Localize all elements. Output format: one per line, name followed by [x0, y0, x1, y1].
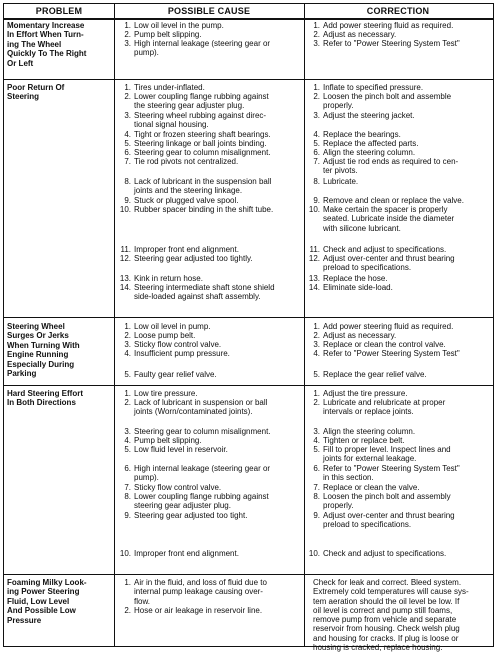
- row-divider: [4, 317, 493, 318]
- correction-paragraph: Check for leak and correct. Bleed system. Extremely cold temperatures will cause sys- tem aeration should the oil level be low. If oil level is correct and pump still foams, remove pump from vehicle and separate reservoir from housing. Check welsh plug and housing for cracks. If plug is loose or housing is cracked, replace housing.: [313, 578, 469, 652]
- row-divider: [4, 574, 493, 575]
- row-divider: [4, 385, 493, 386]
- problem-poor-return: Poor Return Of Steering: [7, 83, 65, 102]
- header-divider: [4, 18, 493, 20]
- problem-hard-steering: Hard Steering Effort In Both Directions: [7, 389, 84, 408]
- header-problem: PROBLEM: [35, 6, 83, 16]
- header-correction: CORRECTION: [366, 6, 430, 16]
- column-divider: [114, 4, 115, 646]
- problem-foaming-fluid: Foaming Milky Look- ing Power Steering Fluid, Low Level And Possible Low Pressure: [7, 578, 87, 625]
- problem-steering-surges: Steering Wheel Surges Or Jerks When Turning With Engine Running Especially During Parking: [7, 322, 80, 379]
- row-divider: [4, 79, 493, 80]
- problem-momentary-increase: Momentary Increase In Effort When Turn- ing The Wheel Quickly To The Right Or Left: [7, 21, 87, 68]
- header-possible-cause: POSSIBLE CAUSE: [167, 6, 251, 16]
- column-divider: [304, 4, 305, 646]
- troubleshooting-table: PROBLEM POSSIBLE CAUSE CORRECTION Momentary Increase In Effort When Turn- ing The Wheel Quickly To The Right Or Left 1. Low oil level in the pump. 2. Pump belt slipping. 3. High internal leakage (steering gear or pump). 1. Add power steering fluid as required. 2. Adjust as necessary. 3. Refer to "Power Steering System Test" Poor Return Of Steering 1. Tires under-inflated. 2. Lower coupling flange rubbing against the steering gear adjuster plug. 3. Steering wheel rubbing against direc- tional signal housing. 4. Tight or frozen steering shaft bearings. 5. Steering linkage or ball joints binding. 6. Steering gear to column misalignment. 7. Tie rod pivots not centralized. 8. Lack of lubricant in the suspension ball joints and the steering linkage. 9. Stuck or plugged valve spool. 10. Rubber spacer binding in the shift tube. 11. Improper front end alignment. 12. Steering gear adjusted too tightly. 13. Kink in return hose. 14. Steering intermediate shaft stone shield side-loaded against shaft assembly. 1. Inflate to specified pressure. 2. Loosen the pinch bolt and assemble properly. 3. Adjust the steering jacket. 4. Replace the bearings. 5. Replace the affected parts. 6. Align the steering column. 7. Adjust tie rod ends as required to cen- ter pivots. 8. Lubricate. 9. Remove and clean or replace the valve. 10. Make certain the spacer is properly seated. Lubricate inside the diameter with silicone lubricant. 11. Check and adjust to specifications. 12. Adjust over-center and thrust bearing preload to specifications. 13. Replace the hose. 14. Eliminate side-load. Steering Wheel Surges Or Jerks When Turning With Engine Running Especially During Parking 1. Low oil level in pump. 2. Loose pump belt. 3. Sticky flow control valve. 4. Insufficient pump pressure. 5. Faulty gear relief valve. 1. Add power steering fluid as required. 2. Adjust as necessary. 3. Replace or clean the control valve. 4. Refer to "Power Steering System Test" 5. Replace the gear relief valve. Hard Steering Effort In Both Directions 1. Low tire pressure. 2. Lack of lubricant in suspension or ball joints (Worn/contaminated joints). 3. Steering gear to column misalignment. 4. Pump belt slipping. 5. Low fluid level in reservoir. 6. High internal leakage (steering gear or pump). 7. Sticky flow control valve. 8. Lower coupling flange rubbing against steering gear adjuster plug. 9. Steering gear adjusted too tight. 10. Improper front end alignment. 1. Adjust the tire pressure. 2. Lubricate and relubricate at proper intervals or replace joints. 3. Align the steering column. 4. Tighten or replace belt. 5. Fill to proper level. Inspect lines and joints for external leakage. 6. Refer to "Power Steering System Test" in this section. 7. Replace or clean the valve. 8. Loosen the pinch bolt and assembly properly. 9. Adjust over-center and thrust bearing preload to specifications. 10. Check and adjust to specifications. Foaming Milky Look- ing Power Steering Fluid, Low Level And Possible Low Pressure 1. Air in the fluid, and loss of fluid due to internal pump leakage causing over- flow. 2. Hose or air leakage in reservoir line. Check for leak and correct. Bleed system. Extremely cold temperatures will cause sys- tem aeration should the oil level be low. If oil level is correct and pump still foams, remove pump from vehicle and separate reservoir from housing. Check welsh plug and housing for cracks. If plug is loose or housing is cracked, replace housing.: [3, 3, 494, 647]
